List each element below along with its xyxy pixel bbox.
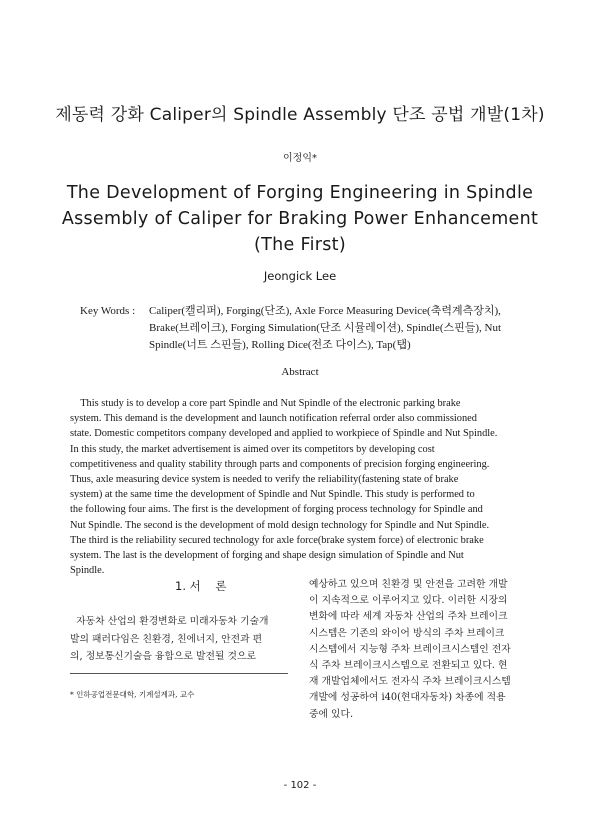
english-title [40, 180, 560, 258]
body-line: 시스템은 기존의 와이어 방식의 주차 브레이크 [309, 627, 505, 639]
english-title-line: The Development of Forging Engineering in Spindle [66, 183, 534, 203]
body-line: 자동차 산업의 환경변화로 미래자동차 기술개 [70, 616, 269, 627]
abstract-line: competitiveness and quality stability through parts and components of precision forging engineering. [70, 458, 490, 470]
english-author: Jeongick Lee [263, 269, 337, 283]
abstract-line: The third is the reliability secured technology for axle force(brake system force) of electronic brake [70, 534, 484, 546]
abstract-line: Spindle. [70, 565, 105, 577]
body-line: 의, 정보통신기술을 융합으로 발전될 것으로 [70, 651, 256, 663]
abstract-line: system) at the same time the development of Spindle and Nut Spindle. This study is performed to [70, 489, 475, 501]
body-line: 이 지속적으로 이루어지고 있다. 이러한 시장의 [309, 595, 508, 607]
abstract-line: system. This demand is the development and launch notification referral order also commissioned [70, 413, 477, 425]
footnote-divider [70, 673, 288, 674]
english-title-line: (The First) [254, 235, 346, 255]
abstract-line: This study is to develop a core part Spindle and Nut Spindle of the electronic parking brake [70, 398, 461, 409]
abstract-line: state. Domestic competitors company developed and applied to workpiece of Spindle and Nut Spindle. [70, 428, 498, 440]
abstract-line: Nut Spindle. The second is the development of mold design technology for Spindle and Nut Spindle. [70, 519, 490, 531]
page-number: - 102 - [283, 780, 317, 791]
key-words-label: Key Words : [80, 305, 136, 317]
right-column-text [309, 577, 533, 723]
body-line: 개발에 성공하여 i40(현대자동차) 차종에 적용 [309, 692, 506, 704]
footnote: * 인하공업전문대학, 기계설계과, 교수 [70, 690, 195, 699]
key-words-line: Spindle(너트 스핀들), Rolling Dice(전조 다이스), Tap(탭) [149, 339, 411, 351]
left-column-text [70, 613, 292, 666]
korean-author: 이정익* [283, 153, 317, 164]
body-line: 시스템에서 지능형 주차 브레이크시스템인 전자 [309, 643, 511, 655]
abstract-line: system. The last is the development of forging and shape design simulation of Spindle and Nut [70, 550, 464, 562]
body-line: 식 주차 브레이크시스템으로 전환되고 있다. 현 [309, 660, 508, 672]
body-line: 발의 패러다임은 친환경, 친에너지, 안전과 편 [70, 633, 263, 645]
key-words-line: Brake(브레이크), Forging Simulation(단조 시뮬레이션), Spindle(스핀들), Nut [149, 322, 502, 334]
body-line: 중에 있다. [309, 708, 354, 720]
english-title-line: Assembly of Caliper for Braking Power Enhancement [61, 209, 539, 229]
body-line: 재 개발업체에서도 전자식 주차 브레이크시스템 [309, 676, 511, 688]
korean-title: 제동력 강화 Caliper의 Spindle Assembly 단조 공법 개발(1차) [55, 105, 545, 125]
body-line: 예상하고 있으며 친환경 및 안전을 고려한 개발 [309, 579, 508, 590]
abstract-line: Thus, axle measuring device system is needed to verify the reliability(fastening state of brake [70, 474, 459, 486]
abstract-line: the following four aims. The first is the development of forging process technology for Spindle and [70, 504, 483, 516]
section-heading-introduction: 1. 서 론 [175, 579, 227, 593]
body-line: 변화에 따라 세계 자동차 산업의 주차 브레이크 [309, 611, 508, 623]
abstract-line: In this study, the market advertisement is aimed over its competitors by developing cost [70, 443, 435, 455]
abstract-heading: Abstract [281, 366, 319, 378]
abstract-body [70, 396, 530, 578]
key-words-line: Caliper(캘리퍼), Forging(단조), Axle Force Measuring Device(축력계측장치), [149, 305, 501, 317]
